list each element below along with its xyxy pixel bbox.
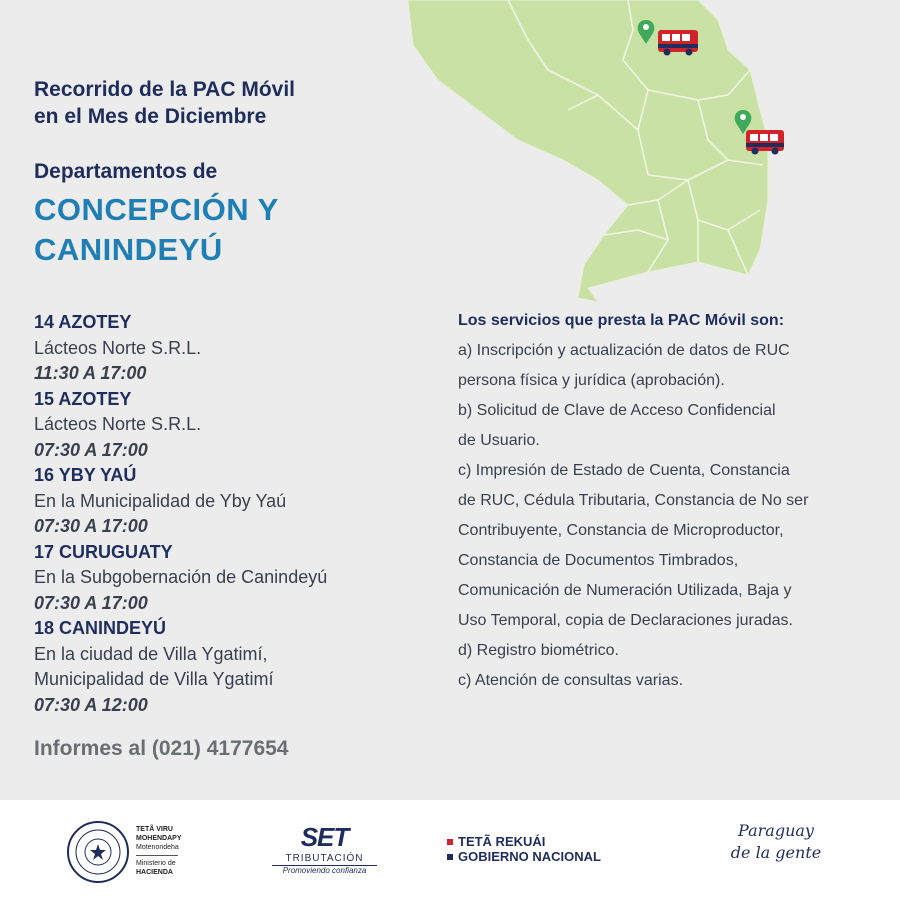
title-line-2: en el Mes de Diciembre [34, 105, 267, 128]
schedule-location: En la Municipalidad de Yby Yaú [34, 490, 287, 511]
contact-phone: Informes al (021) 4177654 [34, 737, 289, 760]
schedule-location-2: Municipalidad de Villa Ygatimí [34, 669, 274, 689]
schedule-location: Lácteos Norte S.R.L. [34, 337, 202, 358]
service-line: de RUC, Cédula Tributaria, Constancia de No ser [458, 492, 809, 509]
gobierno-nacional-logo [447, 834, 601, 864]
schedule-time: 07:30 A 17:00 [34, 439, 148, 460]
service-line: Uso Temporal, copia de Declaraciones juradas. [458, 612, 793, 629]
schedule-time: 07:30 A 12:00 [34, 694, 148, 715]
service-line: b) Solicitud de Clave de Acceso Confidencial [458, 402, 776, 419]
service-line: c) Impresión de Estado de Cuenta, Constancia [458, 462, 790, 479]
national-seal-icon [66, 820, 130, 884]
schedule-item [34, 387, 434, 464]
footer-logos [0, 800, 900, 900]
gov-row-1 [447, 834, 601, 849]
service-line: Constancia de Documentos Timbrados, [458, 552, 739, 569]
schedule-date-place: 18 CANINDEYÚ [34, 618, 167, 638]
service-line: d) Registro biométrico. [458, 642, 619, 659]
department-name-2: CANINDEYÚ [34, 232, 223, 267]
schedule-item [34, 616, 434, 718]
gov-line-2: GOBIERNO NACIONAL [458, 849, 601, 864]
set-brand: SET [300, 822, 349, 852]
set-subtitle: TRIBUTACIÓN [285, 853, 364, 864]
set-tagline: Promoviendo confianza [272, 865, 377, 875]
service-line: Contribuyente, Constancia de Microproductor, [458, 522, 784, 539]
hacienda-top-1: TETÃ VIRU [136, 826, 173, 833]
departments-intro: Departamentos de [34, 160, 218, 183]
flag-blue-square [447, 854, 453, 860]
paraguay-map [398, 0, 798, 305]
page-title [34, 76, 295, 130]
script-line-1: Paraguay [738, 821, 814, 840]
schedule-list [34, 310, 434, 718]
schedule-item [34, 463, 434, 540]
map-region [408, 0, 768, 302]
services-list [458, 306, 878, 696]
bus-icon [746, 130, 784, 155]
bus-icon [658, 30, 698, 56]
department-name-1: CONCEPCIÓN Y [34, 192, 279, 227]
schedule-time: 11:30 A 17:00 [34, 363, 147, 383]
hacienda-top-3: Motenondeha [136, 844, 179, 851]
title-line-1: Recorrido de la PAC Móvil [34, 78, 295, 101]
services-title: Los servicios que presta la PAC Móvil son: [458, 312, 785, 329]
service-line: persona física y jurídica (aprobación). [458, 372, 725, 389]
schedule-item [34, 540, 434, 617]
schedule-location: Lácteos Norte S.R.L. [34, 414, 202, 434]
schedule-item [34, 310, 434, 387]
paraguay-de-la-gente-logo [716, 820, 836, 864]
service-line: c) Atención de consultas varias. [458, 672, 684, 689]
schedule-location: En la Subgobernación de Canindeyú [34, 567, 328, 587]
schedule-date-place: 17 CURUGUATY [34, 541, 173, 562]
schedule-date-place: 16 YBY YAÚ [34, 465, 137, 485]
service-line: a) Inscripción y actualización de datos de RUC [458, 342, 790, 359]
schedule-time: 07:30 A 17:00 [34, 592, 148, 613]
service-line: Comunicación de Numeración Utilizada, Baja y [458, 582, 792, 599]
schedule-date-place: 14 AZOTEY [34, 312, 132, 332]
hacienda-divider [136, 855, 178, 856]
schedule-location: En la ciudad de Villa Ygatimí, [34, 643, 268, 664]
gov-line-1: TETÃ REKUÁI [458, 834, 546, 849]
schedule-date-place: 15 AZOTEY [34, 388, 132, 409]
flag-red-square [447, 839, 453, 845]
hacienda-bottom-1: Ministerio de [136, 860, 176, 867]
service-line: de Usuario. [458, 432, 540, 449]
hacienda-bottom-2: HACIENDA [136, 869, 173, 876]
departments-names [34, 190, 279, 270]
schedule-time: 07:30 A 17:00 [34, 516, 148, 536]
script-line-2: de la gente [730, 843, 822, 862]
set-tributacion-logo [272, 822, 377, 875]
hacienda-logo [136, 825, 182, 877]
hacienda-top-2: MOHENDAPY [136, 835, 182, 842]
gov-row-2 [447, 849, 601, 864]
